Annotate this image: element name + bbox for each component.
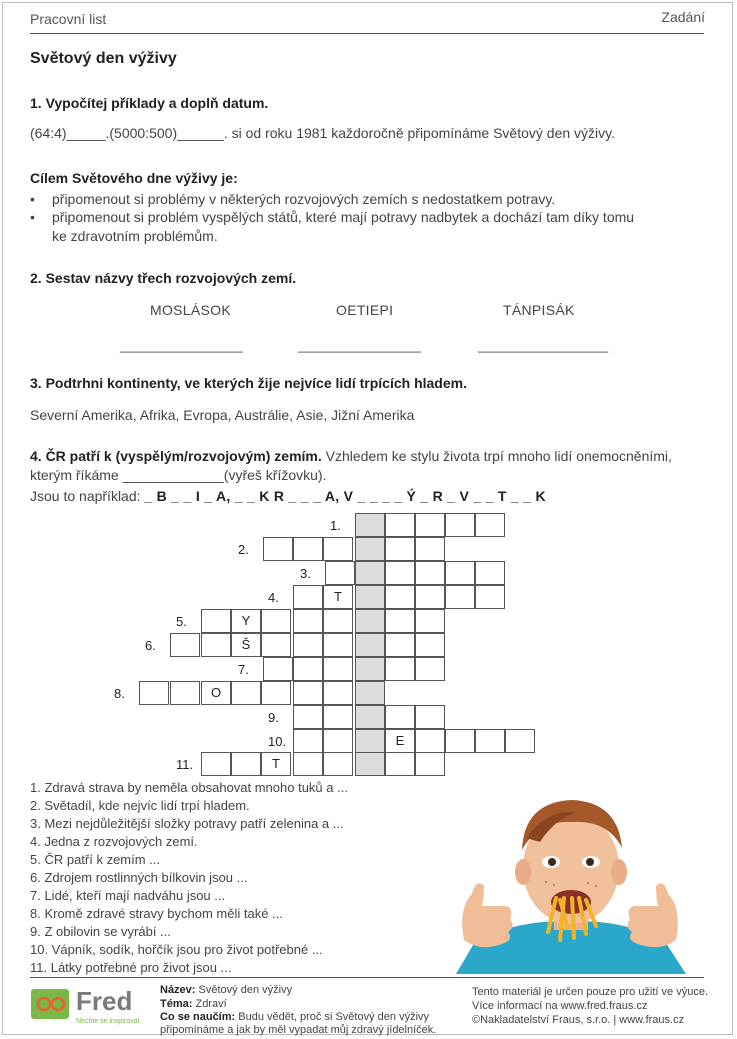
crossword-cell[interactable] <box>261 609 291 633</box>
crossword-cell[interactable] <box>355 537 385 561</box>
crossword-cell[interactable] <box>355 633 385 657</box>
crossword-cell[interactable]: Š <box>231 633 261 657</box>
footer-learn-cont: připomínáme a jak by měl vypadat můj zdravý jídelníček. <box>160 1024 437 1036</box>
footer-topic <box>160 998 227 1010</box>
answer-blank: _________________ <box>120 338 243 353</box>
clue: 1. Zdravá strava by neměla obsahovat mnoho tuků a ... <box>30 780 348 795</box>
crossword-cell[interactable] <box>355 609 385 633</box>
crossword-cell[interactable] <box>475 729 505 753</box>
crossword-cell[interactable] <box>415 609 445 633</box>
crossword-cell[interactable] <box>293 752 323 776</box>
task4-heading: 4. ČR patří k (vyspělým/rozvojovým) zemím. <box>30 448 322 464</box>
crossword-cell[interactable] <box>263 657 293 681</box>
crossword-cell[interactable]: T <box>323 585 353 609</box>
crossword-cell[interactable] <box>323 537 353 561</box>
clue-number: 6. <box>145 638 156 653</box>
crossword-cell[interactable] <box>475 585 505 609</box>
logo-text: Fred <box>76 986 133 1016</box>
scrambled-word: MOSLÁSOK <box>150 302 231 318</box>
crossword-cell[interactable] <box>445 729 475 753</box>
clue: 5. ČR patří k zemím ... <box>30 852 161 867</box>
crossword-cell[interactable] <box>293 609 323 633</box>
crossword-cell[interactable] <box>355 705 385 729</box>
clue-number: 8. <box>114 686 125 701</box>
footer-learn-label: Co se naučím: <box>160 1011 236 1023</box>
scrambled-word: OETIEPI <box>336 302 394 318</box>
crossword-cell[interactable] <box>323 729 353 753</box>
crossword-cell[interactable] <box>385 633 415 657</box>
crossword-cell[interactable] <box>385 752 415 776</box>
crossword-cell[interactable] <box>231 752 261 776</box>
crossword-cell[interactable]: T <box>261 752 291 776</box>
crossword-cell[interactable] <box>201 633 231 657</box>
crossword-cell[interactable] <box>293 729 323 753</box>
clue: 3. Mezi nejdůležitější složky potravy patří zelenina a ... <box>30 816 344 831</box>
scrambled-word: TÁNPISÁK <box>503 302 575 318</box>
clue-number: 3. <box>300 566 311 581</box>
crossword-cell[interactable] <box>263 537 293 561</box>
footer-name-label: Název: <box>160 984 196 996</box>
task1-heading: 1. Vypočítej příklady a doplň datum. <box>30 95 269 111</box>
task4-line2: kterým říkáme _____________(vyřeš křížovku). <box>30 467 327 483</box>
crossword-cell[interactable] <box>385 657 415 681</box>
crossword-cell[interactable] <box>323 657 353 681</box>
crossword-cell[interactable] <box>355 585 385 609</box>
crossword-cell[interactable] <box>415 752 445 776</box>
clue: 2. Světadíl, kde nejvíc lidí trpí hladem. <box>30 798 250 813</box>
footer-name <box>160 984 292 996</box>
clue: 9. Z obilovin se vyrábí ... <box>30 924 171 939</box>
crossword-cell[interactable] <box>201 752 231 776</box>
clue-number: 9. <box>268 710 279 725</box>
crossword-cell[interactable] <box>323 609 353 633</box>
crossword-cell[interactable] <box>139 681 169 705</box>
clue-number: 1. <box>330 518 341 533</box>
crossword-cell[interactable] <box>355 561 385 585</box>
goal-bullet-2-cont: ke zdravotním problémům. <box>52 228 218 244</box>
clue: 10. Vápník, sodík, hořčík jsou pro život potřebné ... <box>30 942 323 957</box>
crossword-cell[interactable] <box>323 705 353 729</box>
crossword-cell[interactable] <box>323 681 353 705</box>
crossword-cell[interactable] <box>170 633 200 657</box>
crossword-cell[interactable] <box>355 752 385 776</box>
crossword-cell[interactable] <box>445 513 475 537</box>
header-left: Pracovní list <box>30 11 107 27</box>
crossword-cell[interactable] <box>475 513 505 537</box>
crossword-cell[interactable] <box>261 633 291 657</box>
fred-logo-icon <box>28 984 74 1022</box>
clue-number: 10. <box>268 734 287 749</box>
crossword-cell[interactable] <box>293 705 323 729</box>
crossword-cell[interactable] <box>293 657 323 681</box>
footer-learn <box>160 1011 429 1023</box>
clue-number: 5. <box>176 614 187 629</box>
crossword-cell[interactable] <box>355 729 385 753</box>
clue-number: 11. <box>176 757 194 772</box>
crossword-cell[interactable] <box>505 729 535 753</box>
clue: 8. Kromě zdravé stravy bychom měli také ... <box>30 906 283 921</box>
crossword-cell[interactable] <box>325 561 355 585</box>
crossword-cell[interactable]: Y <box>231 609 261 633</box>
goal-bullet-mark: • <box>30 209 35 225</box>
crossword-cell[interactable] <box>385 705 415 729</box>
footer-right-2: Více informací na www.fred.fraus.cz <box>472 1000 648 1012</box>
clue-number: 4. <box>268 590 279 605</box>
goal-bullet-mark: • <box>30 191 35 207</box>
footer-rule <box>30 977 704 978</box>
crossword-cell[interactable] <box>415 585 445 609</box>
logo-tagline: Nechte se inspirovat <box>76 1018 140 1025</box>
clue-number: 2. <box>238 542 249 557</box>
crossword-cell[interactable] <box>323 633 353 657</box>
clue-number: 7. <box>238 662 249 677</box>
answer-blank: __________________ <box>478 338 609 353</box>
clue: 6. Zdrojem rostlinných bílkovin jsou ... <box>30 870 248 885</box>
footer-topic-label: Téma: <box>160 998 193 1010</box>
task1-text: (64:4)_____.(5000:500)______. si od roku 1981 každoročně připomínáme Světový den výživy. <box>30 125 615 141</box>
goal-bullet-1: připomenout si problémy v některých rozvojových zemích s nedostatkem potravy. <box>52 191 556 207</box>
crossword-cell[interactable] <box>385 585 415 609</box>
crossword-cell[interactable] <box>415 513 445 537</box>
crossword-cell[interactable] <box>415 705 445 729</box>
footer-name-value: Světový den výživy <box>198 984 293 996</box>
task4-line1: Vzhledem ke stylu života trpí mnoho lidí onemocněními, <box>325 448 672 464</box>
crossword-cell[interactable] <box>293 633 323 657</box>
crossword-cell[interactable] <box>385 609 415 633</box>
goal-heading: Cílem Světového dne výživy je: <box>30 170 238 186</box>
crossword-cell[interactable] <box>385 537 415 561</box>
crossword-cell[interactable] <box>445 585 475 609</box>
crossword-cell[interactable] <box>355 657 385 681</box>
example-pattern: _ B _ _ I _ A, _ _ K R _ _ _ A, V _ _ _ _ Ý _ R _ V _ _ T _ _ K <box>144 488 546 504</box>
crossword-cell[interactable] <box>355 513 385 537</box>
answer-blank: _________________ <box>298 338 421 353</box>
clue: 7. Lidé, kteří mají nadváhu jsou ... <box>30 888 226 903</box>
footer-learn-value: Budu vědět, proč si Světový den výživy <box>238 1011 430 1023</box>
boy-with-fries-photo <box>436 790 704 974</box>
goal-bullet-2: připomenout si problém vyspělých států, které mají potravy nadbytek a dochází tam díky tomu <box>52 209 635 225</box>
task3-heading: 3. Podtrhni kontinenty, ve kterých žije nejvíce lidí trpících hladem. <box>30 375 467 391</box>
crossword-cell[interactable] <box>293 681 323 705</box>
footer-right-1: Tento materiál je určen pouze pro užití ve výuce. <box>472 986 709 998</box>
example-label: Jsou to například: <box>30 488 141 504</box>
crossword-cell[interactable] <box>201 609 231 633</box>
clue: 4. Jedna z rozvojových zemí. <box>30 834 198 849</box>
footer-topic-value: Zdraví <box>195 998 227 1010</box>
crossword-cell[interactable] <box>261 681 291 705</box>
task2-heading: 2. Sestav názvy třech rozvojových zemí. <box>30 270 297 286</box>
crossword-cell[interactable] <box>355 681 385 705</box>
clue: 11. Látky potřebné pro život jsou ... <box>30 960 232 975</box>
footer-right-3: ©Nakladatelství Fraus, s.r.o. | www.fraus.cz <box>472 1014 685 1026</box>
crossword-cell[interactable] <box>323 752 353 776</box>
page-title: Světový den výživy <box>30 50 177 67</box>
crossword-cell[interactable] <box>293 585 323 609</box>
crossword-cell[interactable] <box>415 537 445 561</box>
crossword-cell[interactable] <box>170 681 200 705</box>
crossword-cell[interactable]: O <box>201 681 231 705</box>
header-right: Zadání <box>661 9 705 25</box>
crossword-cell[interactable] <box>475 561 505 585</box>
crossword-cell[interactable] <box>445 561 475 585</box>
crossword-cell[interactable] <box>231 681 261 705</box>
task3-text: Severní Amerika, Afrika, Evropa, Austrálie, Asie, Jižní Amerika <box>30 407 415 423</box>
crossword-cell[interactable] <box>415 729 445 753</box>
crossword-cell[interactable] <box>293 537 323 561</box>
crossword-cell[interactable] <box>415 561 445 585</box>
crossword-cell[interactable]: E <box>385 729 415 753</box>
crossword-cell[interactable] <box>415 633 445 657</box>
crossword-cell[interactable] <box>385 513 415 537</box>
crossword-cell[interactable] <box>415 657 445 681</box>
crossword-cell[interactable] <box>385 561 415 585</box>
